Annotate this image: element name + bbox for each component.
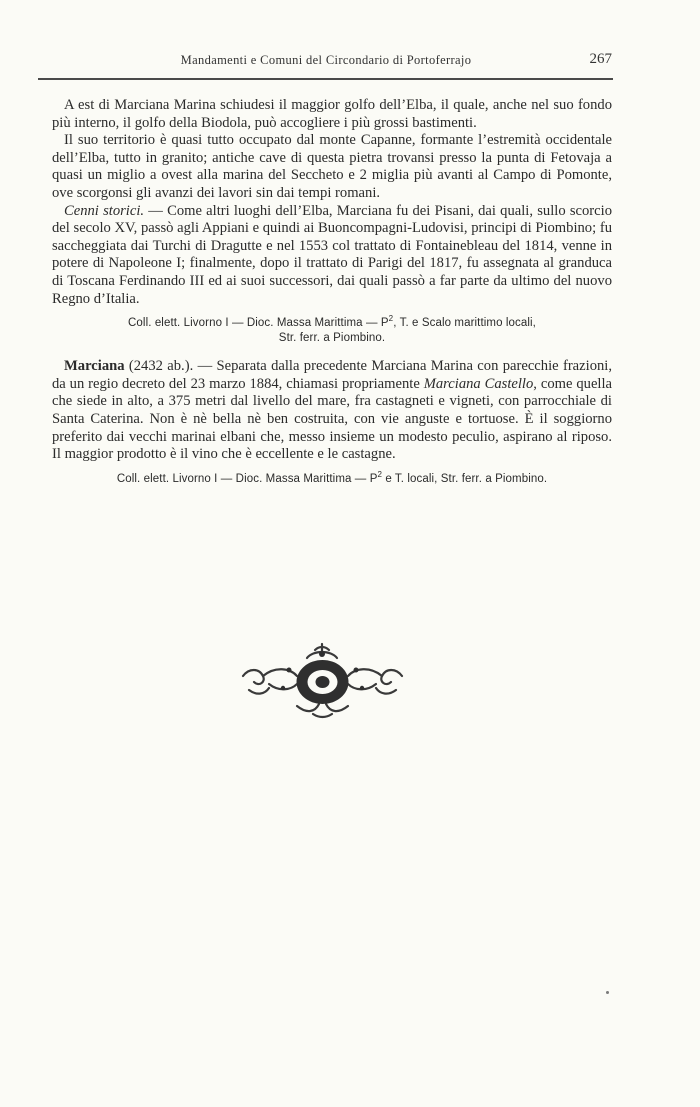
paragraph-golfo: A est di Marciana Marina schiudesi il maggior golfo dell’Elba, il quale, anche nel suo fondo più interno, il golfo della Biodola, può accogliere i più grossi bastimenti. — [52, 97, 612, 131]
marciana-castello: Marciana Castello — [423, 375, 534, 392]
running-head — [40, 50, 612, 74]
floral-vignette-icon — [235, 640, 410, 720]
paragraph-territorio: Il suo territorio è quasi tutto occupato dal monte Capanne, formante l’estremità occidentale dell’Elba, tutto in granito; antiche cave di questa pietra trovansi presso la punta di Fetovaja a quasi un miglio a ovest alla marina del Seccheto e 2 miglia più avanti al Campo di Pomonte, ove scorgonsi gli avanzi dei lavori sin dai tempi romani. — [52, 132, 612, 201]
cenni-storici-text: — Come altri luoghi dell’Elba, Marciana fu dei Pisani, dai quali, sullo scorcio del secolo XV, passò agli Appiani e quindi ai Buoncompagni-Ludovisi, principi di Piombino; fu saccheggiata dai Turchi di Dragutte e nel 1553 col trattato di Fontainebleau del 1814, venne in potere di Napoleone I; finalmente, dopo il trattato di Parigi del 1817, fu assegnata al granduca di Toscana Ferdinando III ed ai suoi successori, dai quali passò a far parte da ultimo del nuovo Regno d’Italia. — [52, 202, 612, 307]
cenni-storici-heading: Cenni storici. — [64, 202, 145, 219]
paragraph-cenni-storici — [52, 203, 612, 309]
paper-speck — [606, 991, 609, 994]
running-title: Mandamenti e Comuni del Circondario di Portoferrajo — [180, 53, 472, 67]
collegio-note-marciana: Coll. elett. Livorno I — Dioc. Massa Marittima — $P^2$ e T. locali, Str. ferr. a Piombino. — [116, 469, 548, 485]
page-number: 267 — [589, 51, 612, 67]
entry-title-marciana: Marciana — [64, 358, 125, 375]
body-text — [52, 97, 612, 487]
collegio-note-marciana-marina: Coll. elett. Livorno I — Dioc. Massa Marittima — $P^2$, T. e Scalo marittimo locali, Str. ferr. a Piombino. — [128, 314, 536, 345]
header-rule — [38, 78, 613, 80]
paragraph-marciana: Marciana (2432 ab.). — Separata dalla precedente Marciana Marina con parecchie frazioni, da un regio decreto del 23 marzo 1884, chiamasi propriamente Marciana Castello, come quella che siede in alto, a 375 metri dal livello del mare, fra castagneti e vigneti, con parrocchiale di Santa Caterina. Non è nè bella nè ben costruita, con vie anguste e tortuose. È il soggiorno preferito dai vecchi marinai elbani che, messo insieme un modesto peculio, aspirano al riposo. Il maggior prodotto è il vino che è eccellente e le castagne. — [52, 358, 613, 463]
